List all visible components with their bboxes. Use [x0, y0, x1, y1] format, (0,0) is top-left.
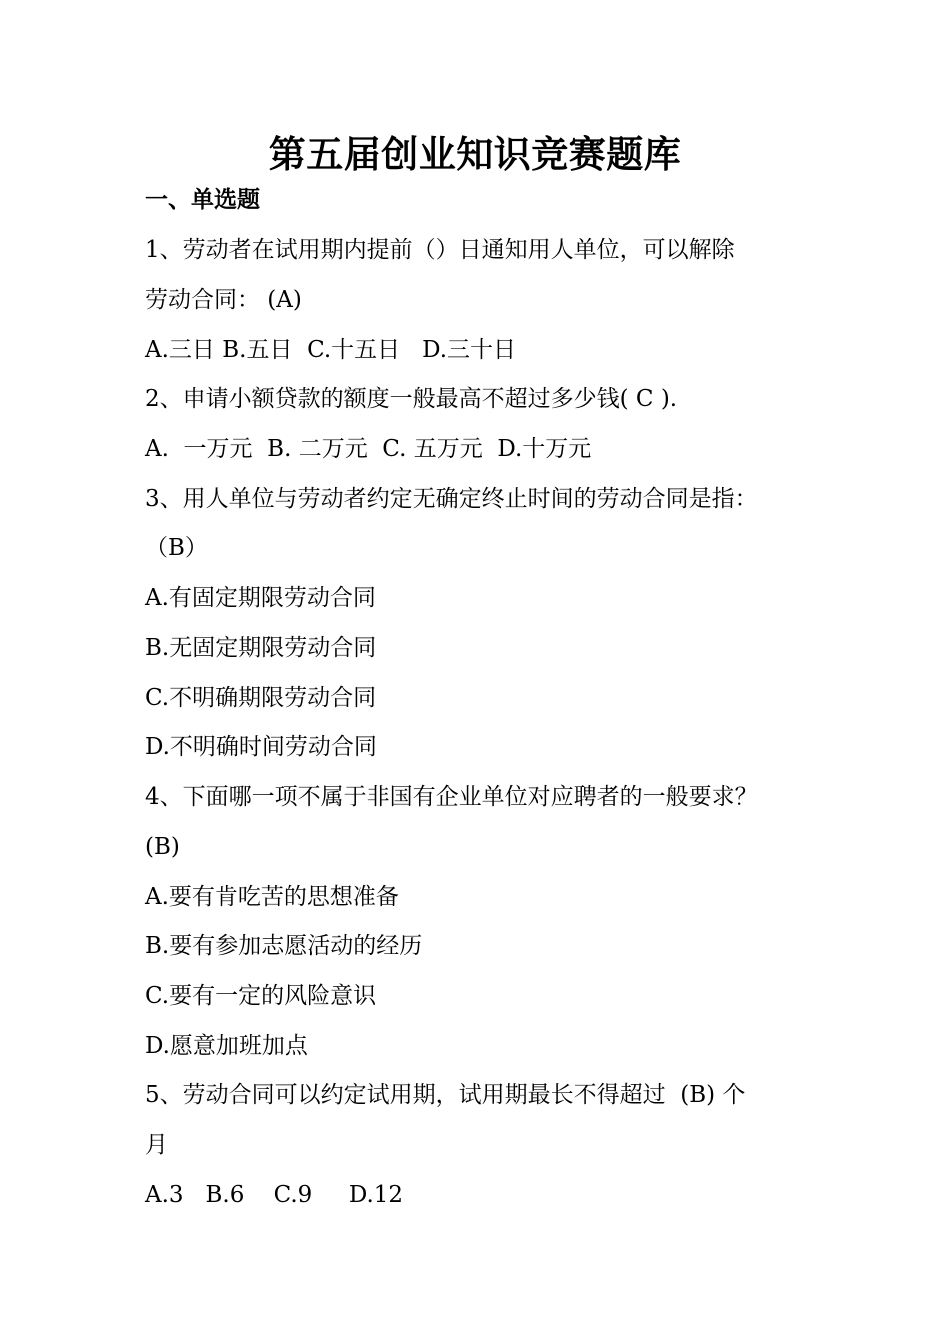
question-3-option-c: C.不明确期限劳动合同	[145, 685, 377, 711]
question-5-options: A.3 B.6 C.9 D.12	[145, 1182, 404, 1208]
question-2-line-1: 2、申请小额贷款的额度一般最高不超过多少钱( C ).	[145, 386, 678, 412]
question-1-line-2: 劳动合同： (A)	[145, 287, 302, 313]
question-5-line-1: 5、劳动合同可以约定试用期，试用期最长不得超过 (B) 个	[145, 1082, 746, 1108]
question-2-options: A. 一万元 B. 二万元 C. 五万元 D.十万元	[145, 436, 592, 462]
question-4-option-b: B.要有参加志愿活动的经历	[145, 933, 423, 959]
question-3-option-b: B.无固定期限劳动合同	[145, 635, 377, 661]
section-heading: 一、单选题	[145, 187, 260, 213]
question-3-line-2: （B）	[145, 535, 208, 561]
question-4-option-d: D.愿意加班加点	[145, 1033, 308, 1059]
question-1-options: A.三日 B.五日 C.十五日 D.三十日	[145, 337, 517, 363]
question-4-line-2: (B)	[145, 834, 180, 860]
question-4-option-c: C.要有一定的风险意识	[145, 983, 377, 1009]
question-1-line-1: 1、劳动者在试用期内提前（）日通知用人单位，可以解除	[145, 237, 735, 263]
question-5-line-2: 月	[145, 1132, 168, 1158]
question-3-line-1: 3、用人单位与劳动者约定无确定终止时间的劳动合同是指：	[145, 486, 758, 512]
question-3-option-d: D.不明确时间劳动合同	[145, 734, 377, 760]
document-title: 第五届创业知识竞赛题库	[268, 132, 682, 176]
question-3-option-a: A.有固定期限劳动合同	[145, 585, 376, 611]
question-4-option-a: A.要有肯吃苦的思想准备	[145, 884, 399, 910]
question-4-line-1: 4、下面哪一项不属于非国有企业单位对应聘者的一般要求？	[145, 784, 758, 810]
